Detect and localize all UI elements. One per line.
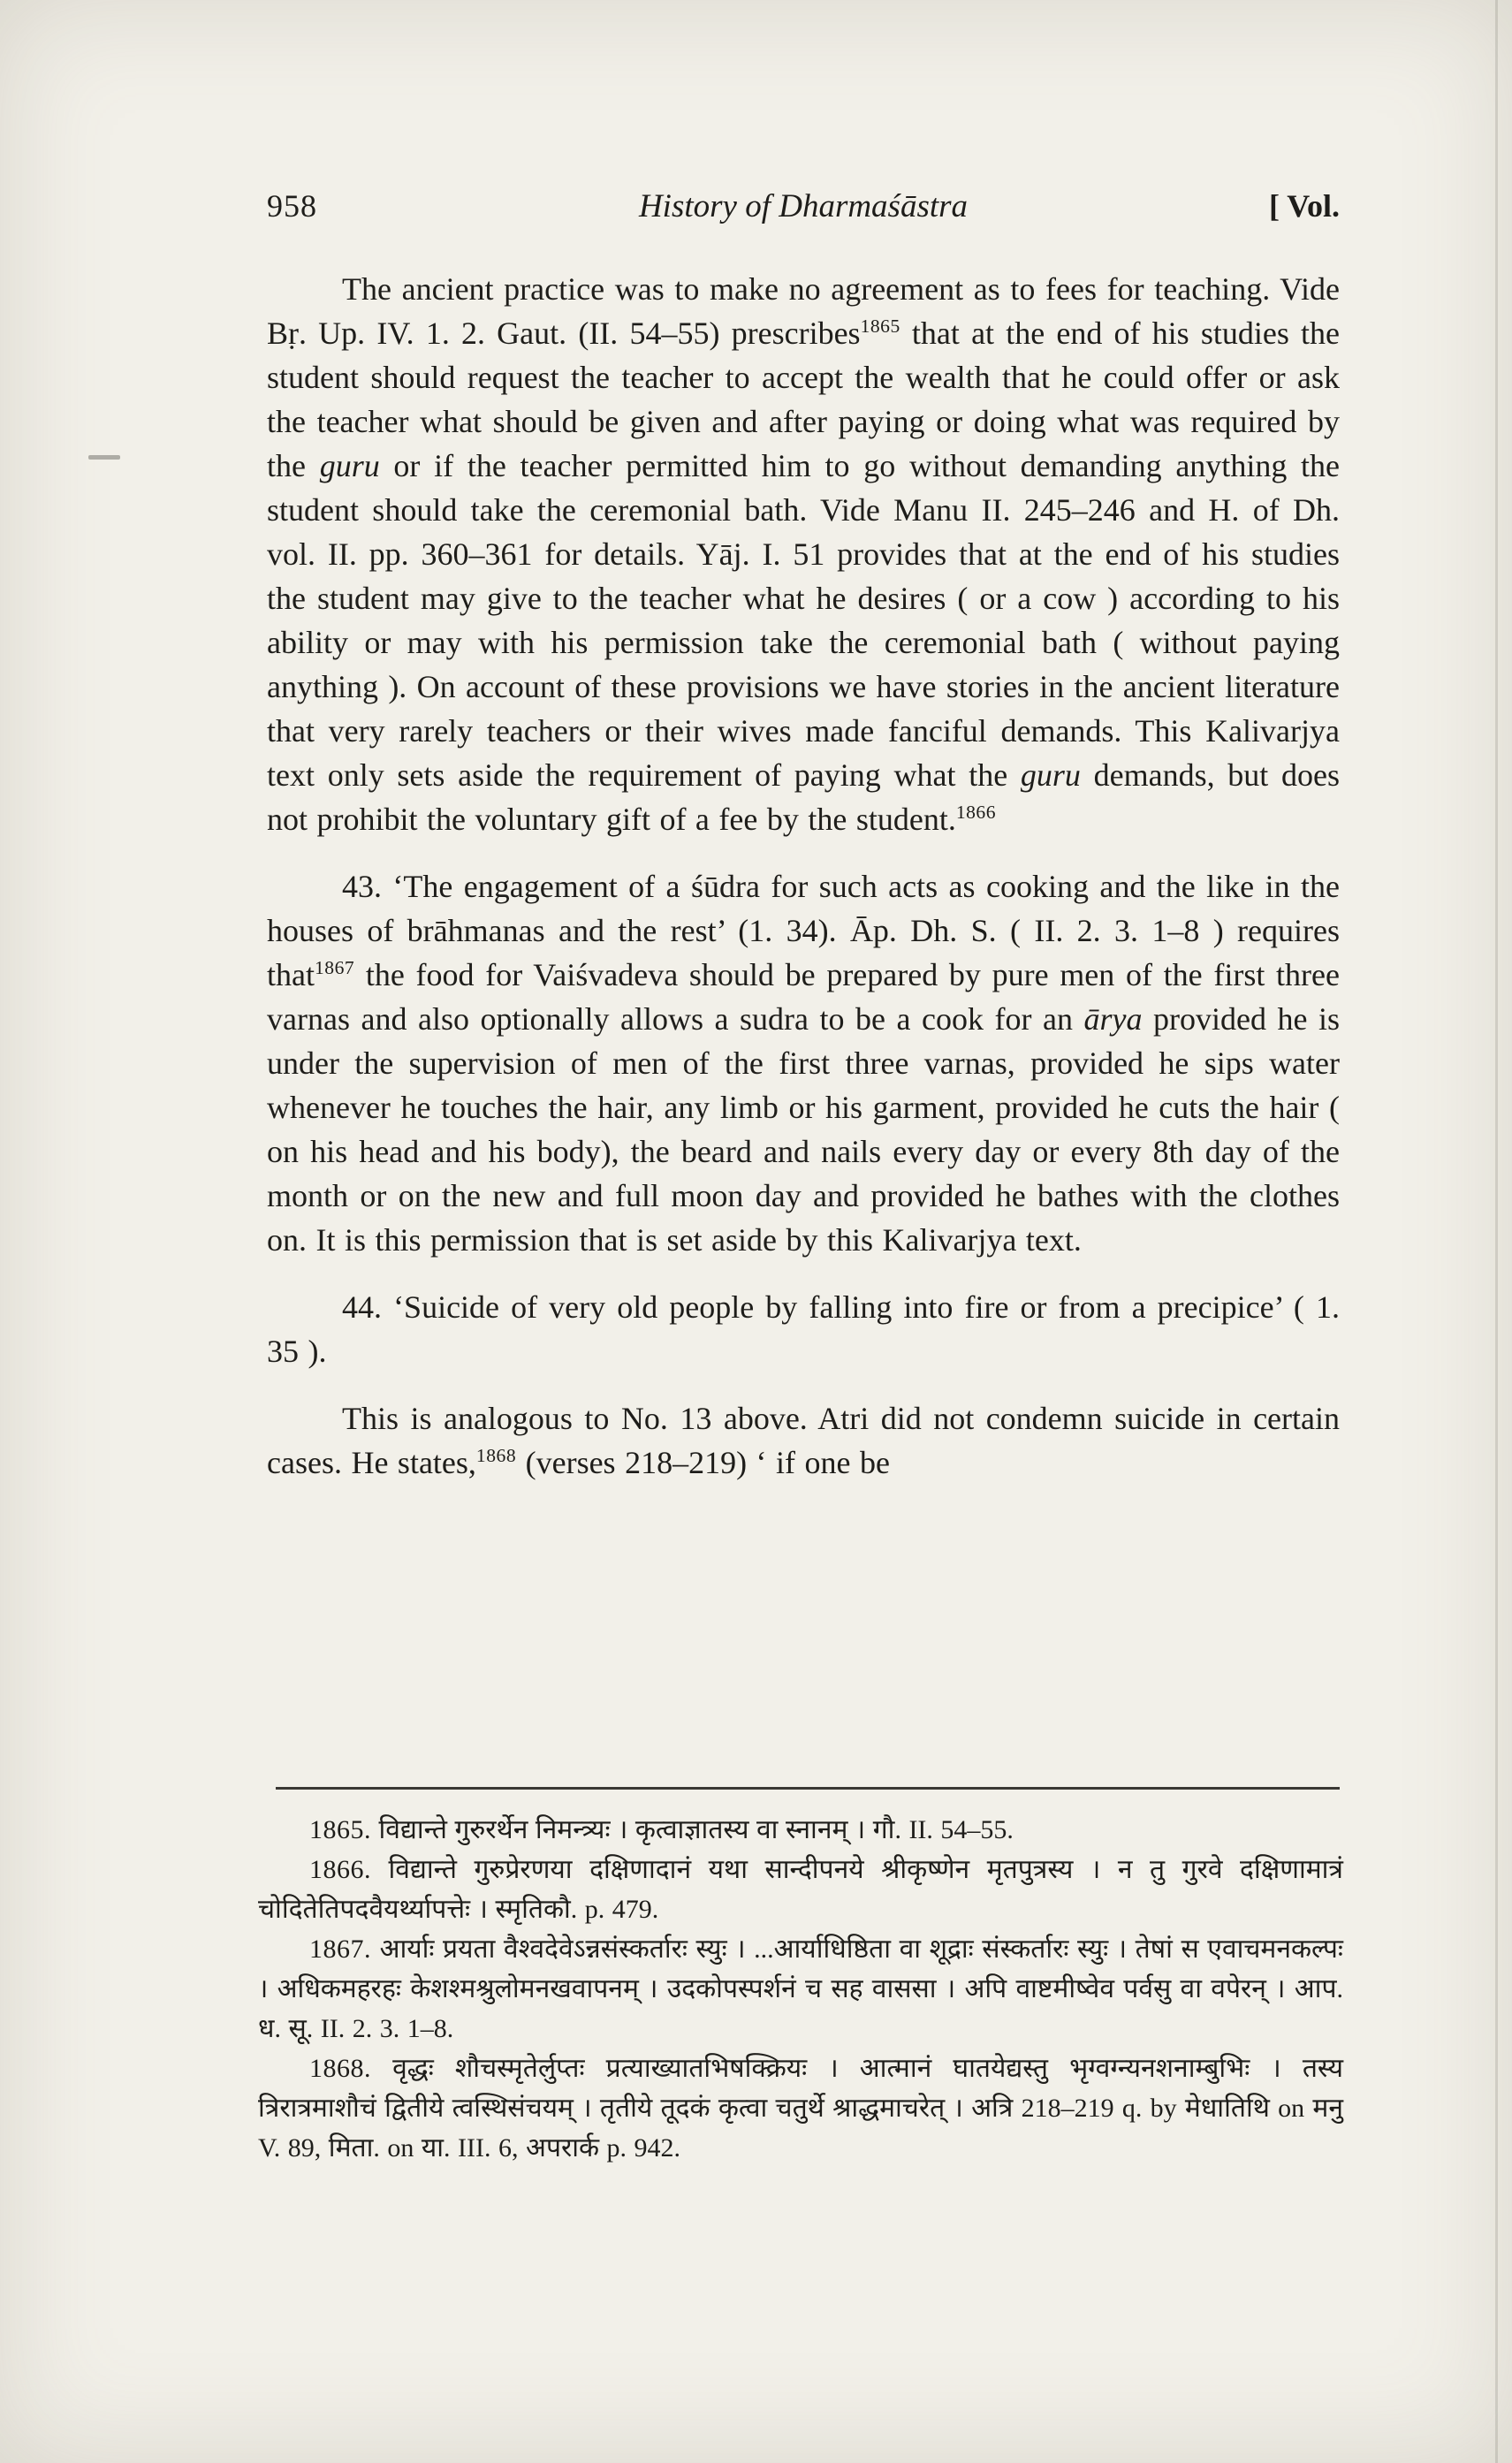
footnote-1865 xyxy=(258,1810,1343,1850)
italic-term: ārya xyxy=(1083,1001,1143,1037)
text-run: The ancient practice was to make no agreement as to fees for teaching. Vide Bṛ. Up. IV. 1. 2. Gaut. (II. 54–55) prescribes xyxy=(267,271,1340,351)
paragraph-item-43 xyxy=(267,864,1340,1262)
text-run: आर्याः प्रयता वैश्वदेवेऽन्नसंस्कर्तारः स्युः । ...आर्याधिष्ठिता वा शूद्राः संस्कर्तारः स्युः । तेषां स एवाचमनकल्पः । अधिकमहरहः केशश्मश्रुलोमनखवापनम् । उदकोपस्पर्शनं च सह वाससा । अपि वाष्टमीष्वेव पर्वसु वा वपेरन् । आप. ध. सू. II. 2. 3. 1–8. xyxy=(258,1935,1343,2043)
page-header xyxy=(267,187,1340,225)
text-run: वृद्धः शौचस्मृतेर्लुप्तः प्रत्याख्यातभिषक्क्रियः । आत्मानं घातयेद्यस्तु भृग्वग्न्यनशनाम्बुभिः । तस्य त्रिरात्रमाशौचं द्वितीये त्वस्थिसंचयम् । तृतीये तूदकं कृत्वा चतुर्थे श्राद्धमाचरेत् । अत्रि 218–219 q. by मेधातिथि on मनु V. 89, मिता. on या. III. 6, अपरार्क p. 942. xyxy=(258,2054,1343,2163)
page-number: 958 xyxy=(267,188,317,224)
text-run: (verses 218–219) ‘ if one be xyxy=(516,1445,890,1480)
footnote-number: 1868. xyxy=(309,2054,371,2083)
footnote-ref: 1865 xyxy=(860,315,900,337)
footnote-number: 1867. xyxy=(309,1935,371,1964)
running-title: History of Dharmaśāstra xyxy=(638,188,969,224)
text-run: or if the teacher permitted him to go without demanding anything the student should take the ceremonial bath. Vide Manu II. 245–246 and H. of Dh. vol. II. pp. 360–361 for details. Yāj. I. 51 provides that at the end of his studies the student may give to the teacher what he desires ( or a cow ) according to his ability or may with his permission take the ceremonial bath ( without paying anything ). On account of these provisions we have stories in the ancient literature that very rarely teachers or their wives made fanciful demands. This Kalivarjya text only sets aside the requirement of paying what the xyxy=(267,448,1341,793)
italic-term: guru xyxy=(1020,757,1081,793)
footnote-divider xyxy=(276,1787,1340,1790)
text-run: that at the end of his studies the student should request the teacher to accept the wealth that he could offer or ask the teacher what should be given and after paying or doing what was required by the xyxy=(267,315,1340,483)
page-edge-shadow xyxy=(1495,0,1498,2463)
footnotes xyxy=(258,1810,1343,2168)
footnote-number: 1865. xyxy=(309,1815,371,1844)
text-run: विद्यान्ते गुरुरर्थेन निमन्त्र्यः । कृत्वाज्ञातस्य वा स्नानम् । गौ. II. 54–55. xyxy=(371,1815,1014,1844)
footnote-ref: 1866 xyxy=(955,802,997,823)
footnote-1867 xyxy=(258,1929,1343,2049)
paragraph-atri xyxy=(267,1396,1340,1485)
scan-artifact-mark xyxy=(88,455,120,460)
footnote-ref: 1868 xyxy=(475,1445,517,1466)
text-run: 43. ‘The engagement of a śūdra for such acts as cooking and the like in the houses of brāhmanas and the rest’ (1. 34). Āp. Dh. S. ( II. 2. 3. 1–8 ) requires that xyxy=(267,869,1340,992)
footnote-1866 xyxy=(258,1850,1343,1929)
text-run: 44. ‘Suicide of very old people by falling into fire or from a precipice’ ( 1. 35 ). xyxy=(267,1289,1340,1369)
text-run: This is analogous to No. 13 above. Atri did not condemn suicide in certain cases. He states, xyxy=(267,1401,1340,1480)
italic-term: guru xyxy=(319,448,380,483)
text-run: demands, but does not prohibit the voluntary gift of a fee by the student. xyxy=(267,757,1340,837)
text-run: the food for Vaiśvadeva should be prepared by pure men of the first three varnas and also optionally allows a sudra to be a cook for an xyxy=(267,957,1340,1037)
footnote-1868 xyxy=(258,2049,1343,2168)
text-run: provided he is under the supervision of men of the first three varnas, provided he sips water whenever he touches the hair, any limb or his garment, provided he cuts the hair ( on his head and his body), the beard and nails every day or every 8th day of the month or on the new and full moon day and provided he bathes with the clothes on. It is this permission that is set aside by this Kalivarjya text. xyxy=(267,1001,1340,1258)
footnote-ref: 1867 xyxy=(314,957,355,978)
footnote-number: 1866. xyxy=(309,1855,371,1884)
body-text xyxy=(267,267,1340,1485)
paragraph-fees-teaching xyxy=(267,267,1340,841)
text-run: विद्यान्ते गुरुप्रेरणया दक्षिणादानं यथा सान्दीपनये श्रीकृष्णेन मृतपुत्रस्य । न तु गुरवे दक्षिणामात्रं चोदितेतिपदवैयर्थ्यापत्तेः । स्मृतिकौ. p. 479. xyxy=(258,1855,1343,1924)
volume-label: [ Vol. xyxy=(1268,188,1340,224)
paragraph-item-44 xyxy=(267,1285,1340,1373)
